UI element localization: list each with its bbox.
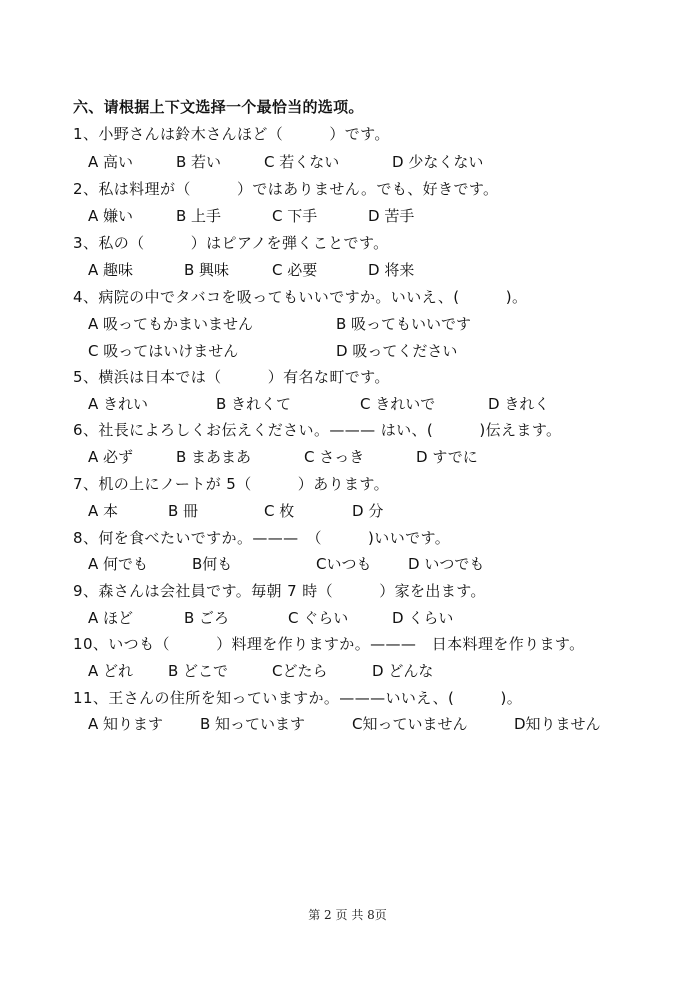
q2-option-c: C 下手: [272, 207, 318, 225]
question-3: 3、私の（ ）はピアノを弾くことです。: [73, 234, 389, 252]
q9-option-a: A ほど: [88, 609, 134, 627]
question-9: 9、森さんは会社員です。毎朝 7 時（ ）家を出ます。: [73, 582, 486, 600]
q4-option-c: C 吸ってはいけません: [88, 342, 239, 360]
q3-option-d: D 将来: [368, 261, 415, 279]
q3-option-c: C 必要: [272, 261, 318, 279]
q2-option-a: A 嫌い: [88, 207, 134, 225]
question-4: 4、病院の中でタバコを吸ってもいいですか。いいえ、( )。: [73, 288, 528, 306]
question-10: 10、いつも（ ）料理を作りますか。——— 日本料理を作ります。: [73, 635, 585, 653]
question-2: 2、私は料理が（ ）ではありません。でも、好きです。: [73, 180, 499, 198]
q4-option-b: B 吸ってもいいです: [336, 315, 472, 333]
q6-option-b: B まあまあ: [176, 448, 252, 466]
q3-option-b: B 興味: [184, 261, 230, 279]
q5-option-c: C きれいで: [360, 395, 436, 413]
q5-option-b: B きれくて: [216, 395, 292, 413]
question-1: 1、小野さんは鈴木さんほど（ ）です。: [73, 125, 390, 143]
q10-option-c: Cどたら: [272, 662, 328, 680]
question-11: 11、王さんの住所を知っていますか。———いいえ、( )。: [73, 689, 523, 707]
q7-option-d: D 分: [352, 502, 384, 520]
section-title: 六、请根据上下文选择一个最恰当的选项。: [73, 98, 364, 116]
question-5: 5、横浜は日本では（ ）有名な町です。: [73, 368, 390, 386]
question-7: 7、机の上にノートが 5（ ）あります。: [73, 475, 390, 493]
q8-option-b: B何も: [192, 555, 233, 573]
page-footer: 第 2 页 共 8页: [308, 908, 387, 922]
q11-option-c: C知っていません: [352, 715, 468, 733]
question-8: 8、何を食べたいですか。——— （ )いいです。: [73, 529, 451, 547]
q10-option-b: B どこで: [168, 662, 229, 680]
q6-option-c: C さっき: [304, 448, 365, 466]
q8-option-d: D いつでも: [408, 555, 485, 573]
question-6: 6、社長によろしくお伝えください。——— はい、( )伝えます。: [73, 421, 562, 439]
q1-option-d: D 少なくない: [392, 153, 484, 171]
q6-option-a: A 必ず: [88, 448, 134, 466]
q9-option-c: C ぐらい: [288, 609, 349, 627]
q10-option-d: D どんな: [372, 662, 434, 680]
q3-option-a: A 趣味: [88, 261, 134, 279]
q4-option-d: D 吸ってください: [336, 342, 458, 360]
q7-option-a: A 本: [88, 502, 119, 520]
q9-option-d: D くらい: [392, 609, 454, 627]
q2-option-b: B 上手: [176, 207, 222, 225]
q7-option-c: C 枚: [264, 502, 295, 520]
q1-option-a: A 高い: [88, 153, 134, 171]
q11-option-d: D知りません: [514, 715, 601, 733]
q10-option-a: A どれ: [88, 662, 134, 680]
q5-option-a: A きれい: [88, 395, 149, 413]
q1-option-b: B 若い: [176, 153, 222, 171]
q5-option-d: D きれく: [488, 395, 550, 413]
q8-option-a: A 何でも: [88, 555, 149, 573]
q9-option-b: B ごろ: [184, 609, 230, 627]
q6-option-d: D すでに: [416, 448, 478, 466]
q8-option-c: Cいつも: [316, 555, 372, 573]
q11-option-a: A 知ります: [88, 715, 164, 733]
q2-option-d: D 苦手: [368, 207, 415, 225]
q1-option-c: C 若くない: [264, 153, 340, 171]
q7-option-b: B 冊: [168, 502, 199, 520]
q11-option-b: B 知っています: [200, 715, 306, 733]
q4-option-a: A 吸ってもかまいません: [88, 315, 254, 333]
